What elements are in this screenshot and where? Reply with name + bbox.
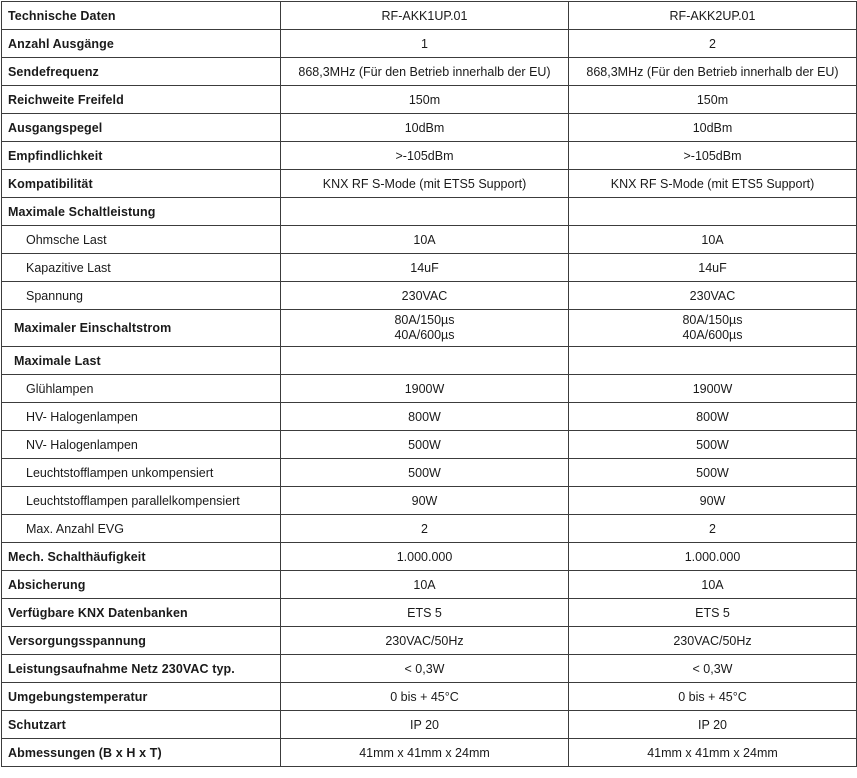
spec-value-line: 40A/600µs <box>394 328 455 342</box>
spec-value-2: KNX RF S-Mode (mit ETS5 Support) <box>569 170 857 198</box>
spec-value-line: 40A/600µs <box>682 328 743 342</box>
spec-label: Sendefrequenz <box>2 58 281 86</box>
spec-label: Versorgungsspannung <box>2 627 281 655</box>
spec-value-1 <box>281 198 569 226</box>
table-row <box>2 487 857 515</box>
spec-value-2: 150m <box>569 86 857 114</box>
spec-label: Leistungsaufnahme Netz 230VAC typ. <box>2 655 281 683</box>
table-row <box>2 198 857 226</box>
table-row <box>2 86 857 114</box>
spec-value-1: 500W <box>281 431 569 459</box>
spec-value-1: < 0,3W <box>281 655 569 683</box>
spec-value-line: 80A/150µs <box>682 313 743 327</box>
spec-value-2: 2 <box>569 515 857 543</box>
spec-label: HV- Halogenlampen <box>2 403 281 431</box>
spec-value-2: >-105dBm <box>569 142 857 170</box>
spec-label: Max. Anzahl EVG <box>2 515 281 543</box>
spec-value-2: ETS 5 <box>569 599 857 627</box>
spec-value-2: 800W <box>569 403 857 431</box>
spec-label: Technische Daten <box>2 2 281 30</box>
spec-label: Empfindlichkeit <box>2 142 281 170</box>
spec-value-2: RF-AKK2UP.01 <box>569 2 857 30</box>
spec-label: Kapazitive Last <box>2 254 281 282</box>
spec-value-2 <box>569 347 857 375</box>
spec-value-1 <box>281 347 569 375</box>
spec-value-1: 230VAC/50Hz <box>281 627 569 655</box>
table-row <box>2 170 857 198</box>
spec-value-1: KNX RF S-Mode (mit ETS5 Support) <box>281 170 569 198</box>
table-row <box>2 599 857 627</box>
table-row <box>2 142 857 170</box>
spec-value-1: 868,3MHz (Für den Betrieb innerhalb der EU) <box>281 58 569 86</box>
section-label: Maximale Last <box>2 347 281 375</box>
spec-label: Abmessungen (B x H x T) <box>2 739 281 767</box>
spec-label: Leuchtstofflampen unkompensiert <box>2 459 281 487</box>
table-row <box>2 30 857 58</box>
table-row <box>2 254 857 282</box>
spec-value-line: 80A/150µs <box>394 313 455 327</box>
table-row <box>2 282 857 310</box>
spec-label: Leuchtstofflampen parallelkompensiert <box>2 487 281 515</box>
spec-value-2 <box>569 198 857 226</box>
spec-value-1: 230VAC <box>281 282 569 310</box>
spec-value-1: 90W <box>281 487 569 515</box>
spec-value-2: 1.000.000 <box>569 543 857 571</box>
table-row <box>2 711 857 739</box>
table-row <box>2 226 857 254</box>
spec-value-1: RF-AKK1UP.01 <box>281 2 569 30</box>
table-row <box>2 543 857 571</box>
spec-value-2: 10A <box>569 571 857 599</box>
spec-table <box>1 1 857 767</box>
spec-label: Schutzart <box>2 711 281 739</box>
spec-value-2: 500W <box>569 459 857 487</box>
table-row <box>2 739 857 767</box>
spec-value-1: 10dBm <box>281 114 569 142</box>
spec-value-1: 500W <box>281 459 569 487</box>
spec-label: Reichweite Freifeld <box>2 86 281 114</box>
table-row <box>2 655 857 683</box>
spec-value-2: 14uF <box>569 254 857 282</box>
table-row <box>2 310 857 347</box>
spec-label: Mech. Schalthäufigkeit <box>2 543 281 571</box>
spec-value-2: 0 bis + 45°C <box>569 683 857 711</box>
spec-value-1 <box>281 310 569 347</box>
spec-value-1: 1.000.000 <box>281 543 569 571</box>
spec-value-2: 868,3MHz (Für den Betrieb innerhalb der EU) <box>569 58 857 86</box>
spec-value-2: 230VAC/50Hz <box>569 627 857 655</box>
spec-label: Verfügbare KNX Datenbanken <box>2 599 281 627</box>
spec-value-1: ETS 5 <box>281 599 569 627</box>
table-row <box>2 114 857 142</box>
spec-value-2: IP 20 <box>569 711 857 739</box>
table-row <box>2 627 857 655</box>
spec-value-2: 230VAC <box>569 282 857 310</box>
spec-value-2: 41mm x 41mm x 24mm <box>569 739 857 767</box>
spec-label: Kompatibilität <box>2 170 281 198</box>
table-row <box>2 2 857 30</box>
spec-label: Ohmsche Last <box>2 226 281 254</box>
spec-value-1: 0 bis + 45°C <box>281 683 569 711</box>
spec-value-2: 500W <box>569 431 857 459</box>
spec-value-2: 10dBm <box>569 114 857 142</box>
spec-value-1: 1900W <box>281 375 569 403</box>
spec-value-2: < 0,3W <box>569 655 857 683</box>
spec-value-1: 14uF <box>281 254 569 282</box>
table-row <box>2 515 857 543</box>
spec-value-1: 150m <box>281 86 569 114</box>
spec-value-2 <box>569 310 857 347</box>
table-row <box>2 571 857 599</box>
spec-label: Glühlampen <box>2 375 281 403</box>
table-row <box>2 58 857 86</box>
table-row <box>2 403 857 431</box>
spec-value-2: 10A <box>569 226 857 254</box>
spec-value-1: 2 <box>281 515 569 543</box>
spec-value-1: 10A <box>281 226 569 254</box>
table-row <box>2 375 857 403</box>
spec-label: NV- Halogenlampen <box>2 431 281 459</box>
spec-value-1: 41mm x 41mm x 24mm <box>281 739 569 767</box>
section-label: Maximale Schaltleistung <box>2 198 281 226</box>
table-row <box>2 459 857 487</box>
spec-label: Spannung <box>2 282 281 310</box>
spec-label: Umgebungstemperatur <box>2 683 281 711</box>
spec-value-1: 10A <box>281 571 569 599</box>
table-row <box>2 683 857 711</box>
table-row <box>2 431 857 459</box>
spec-label: Ausgangspegel <box>2 114 281 142</box>
spec-value-2: 90W <box>569 487 857 515</box>
table-row <box>2 347 857 375</box>
spec-value-1: 800W <box>281 403 569 431</box>
spec-label: Maximaler Einschaltstrom <box>2 310 281 347</box>
spec-value-1: IP 20 <box>281 711 569 739</box>
spec-value-1: >-105dBm <box>281 142 569 170</box>
spec-label: Absicherung <box>2 571 281 599</box>
spec-value-2: 1900W <box>569 375 857 403</box>
spec-label: Anzahl Ausgänge <box>2 30 281 58</box>
spec-value-1: 1 <box>281 30 569 58</box>
spec-value-2: 2 <box>569 30 857 58</box>
